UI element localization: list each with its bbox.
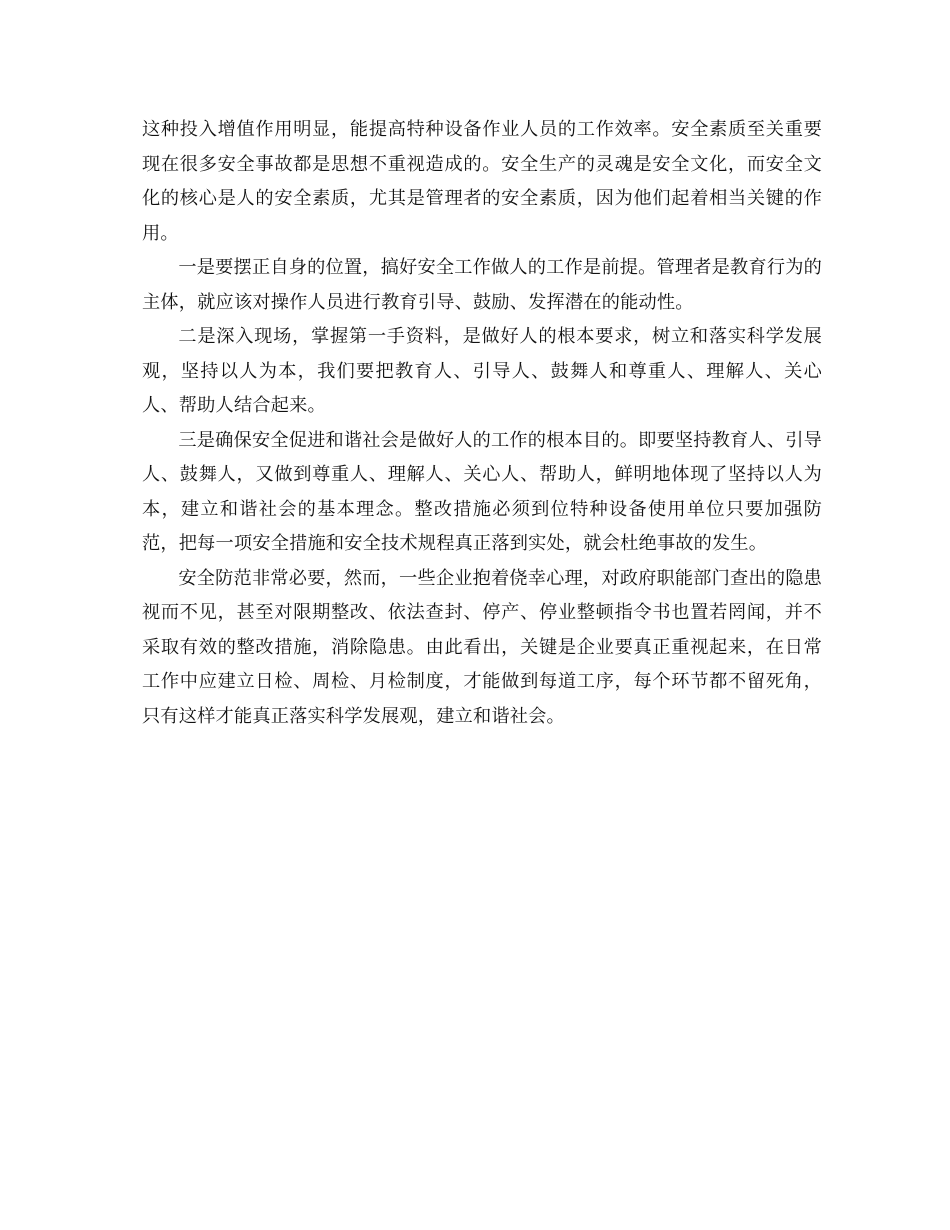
document-body: [142, 113, 822, 734]
paragraph-1: 这种投入增值作用明显，能提高特种设备作业人员的工作效率。安全素质至关重要现在很多安全事故都是思想不重视造成的。安全生产的灵魂是安全文化，而安全文化的核心是人的安全素质，尤其是管理者的安全素质，因为他们起着相当关键的作用。: [142, 119, 822, 244]
paragraph-3: 二是深入现场，掌握第一手资料，是做好人的根本要求，树立和落实科学发展观，坚持以人为本，我们要把教育人、引导人、鼓舞人和尊重人、理解人、关心人、帮助人结合起来。: [142, 326, 822, 416]
paragraph-5: 安全防范非常必要，然而，一些企业抱着侥幸心理，对政府职能部门查出的隐患视而不见，甚至对限期整改、依法查封、停产、停业整顿指令书也置若罔闻，并不采取有效的整改措施，消除隐患。由此看出，关键是企业要真正重视起来，在日常工作中应建立日检、周检、月检制度，才能做到每道工序，每个环节都不留死角，只有这样才能真正落实科学发展观，建立和谐社会。: [142, 567, 822, 727]
paragraph-2: 一是要摆正自身的位置，搞好安全工作做人的工作是前提。管理者是教育行为的主体，就应该对操作人员进行教育引导、鼓励、发挥潜在的能动性。: [142, 257, 822, 313]
paragraph-4: 三是确保安全促进和谐社会是做好人的工作的根本目的。即要坚持教育人、引导人、鼓舞人，又做到尊重人、理解人、关心人、帮助人，鲜明地体现了坚持以人为本，建立和谐社会的基本理念。整改措施必须到位特种设备使用单位只要加强防范，把每一项安全措施和安全技术规程真正落到实处，就会杜绝事故的发生。: [142, 429, 822, 554]
